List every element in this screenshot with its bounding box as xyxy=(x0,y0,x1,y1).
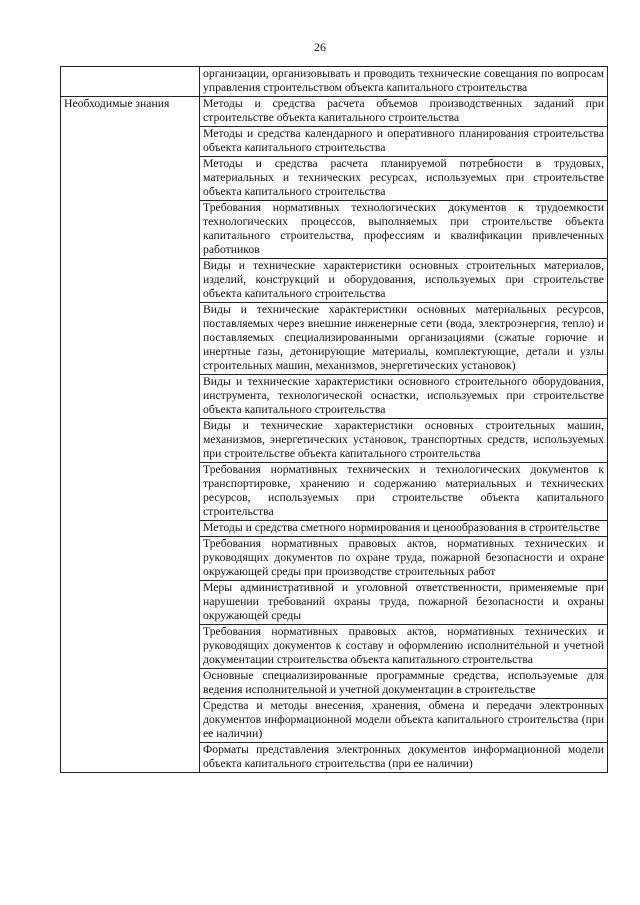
table-cell: Основные специализированные программные средства, используемые для ведения исполнительной и учетной документации в строительстве xyxy=(200,669,608,699)
requirements-table xyxy=(60,66,608,773)
table-cell: Средства и методы внесения, хранения, обмена и передачи электронных документов информационной модели объекта капитального строительства (при ее наличии) xyxy=(200,699,608,743)
table-row xyxy=(61,67,608,97)
table-cell: Методы и средства сметного нормирования и ценообразования в строительстве xyxy=(200,521,608,537)
label-cell-empty xyxy=(61,67,200,97)
table-cell: Методы и средства расчета объемов производственных заданий при строительстве объекта капитального строительства xyxy=(200,97,608,127)
table-cell: Требования нормативных технологических документов к трудоемкости технологических процессов, выполняемых при строительстве объекта капитального строительства, профессиям и квалификации привлеченных работников xyxy=(200,201,608,259)
table-cell: Виды и технические характеристики основных строительных машин, механизмов, энергетических установок, транспортных средств, используемых при строительстве объекта капитального строительства xyxy=(200,419,608,463)
section-label: Необходимые знания xyxy=(61,97,200,773)
table-cell: Меры административной и уголовной ответственности, применяемые при нарушении требований охраны труда, пожарной безопасности и охраны окружающей среды xyxy=(200,581,608,625)
table-row xyxy=(61,97,608,127)
table-cell: организации, организовывать и проводить технические совещания по вопросам управления строительством объекта капитального строительства xyxy=(200,67,608,97)
table-cell: Методы и средства расчета планируемой потребности в трудовых, материальных и технических ресурсах, используемых при строительстве объекта капитального строительства xyxy=(200,157,608,201)
table-cell: Методы и средства календарного и оперативного планирования строительства объекта капитального строительства xyxy=(200,127,608,157)
page-number: 26 xyxy=(314,40,326,54)
table-cell: Форматы представления электронных документов информационной модели объекта капитального строительства (при ее наличии) xyxy=(200,743,608,773)
table-cell: Виды и технические характеристики основного строительного оборудования, инструмента, технологической оснастки, используемых при строительстве объекта капитального строительства xyxy=(200,375,608,419)
table-cell: Требования нормативных правовых актов, нормативных технических и руководящих документов к составу и оформлению исполнительной и учетной документации строительства объекта капитального строительства xyxy=(200,625,608,669)
table-cell: Виды и технические характеристики основных материальных ресурсов, поставляемых через внешние инженерные сети (вода, электроэнергия, тепло) и поставляемых специализированными организациями (сжатые горючие и инертные газы, детонирующие материалы, комплектующие, детали и узлы строительных машин, механизмов, энергетических установок) xyxy=(200,303,608,375)
table-cell: Требования нормативных правовых актов, нормативных технических и руководящих документов по охране труда, пожарной безопасности и охране окружающей среды при производстве строительных работ xyxy=(200,537,608,581)
table-cell: Требования нормативных технических и технологических документов к транспортировке, хранению и содержанию материальных и технических ресурсов, используемых при строительстве объекта капитального строительства xyxy=(200,463,608,521)
table-cell: Виды и технические характеристики основных строительных материалов, изделий, конструкций и оборудования, используемых при строительстве объекта капитального строительства xyxy=(200,259,608,303)
